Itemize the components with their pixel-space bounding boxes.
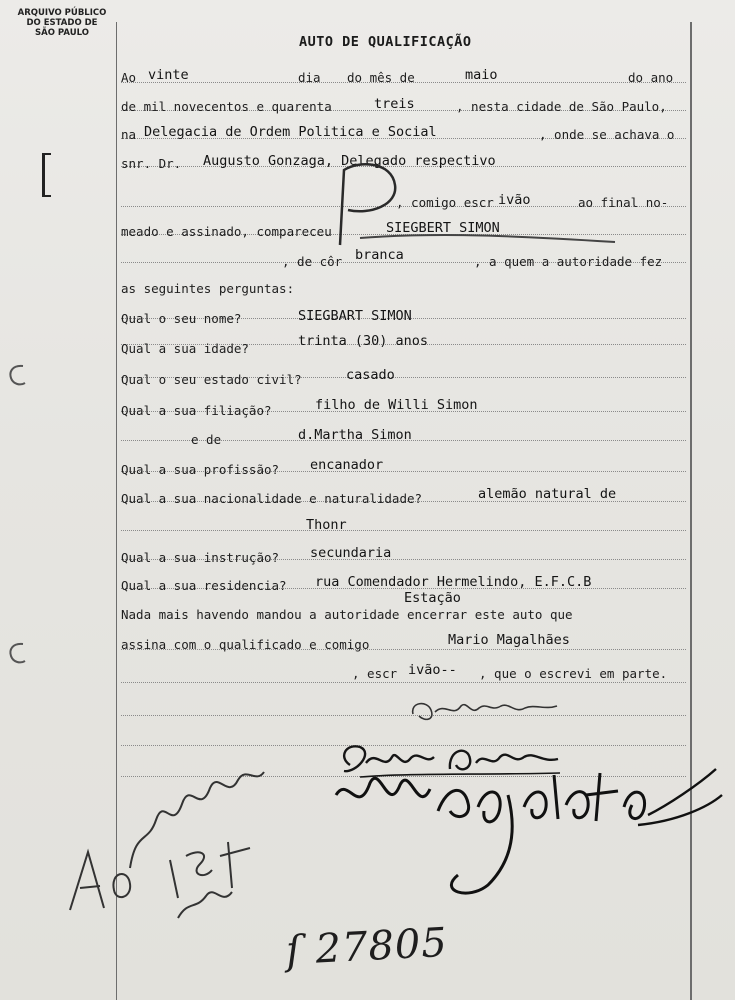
text-onde: , onde se achava o (539, 127, 675, 142)
value-clerk-role: ivão (498, 192, 531, 208)
punch-hole-icon (6, 362, 28, 388)
text-perguntas: as seguintes perguntas: (121, 281, 295, 296)
question-nationality: Qual a sua nacionalidade e naturalidade? (121, 491, 423, 506)
punch-hole-icon (6, 640, 28, 666)
value-office: Delegacia de Ordem Politica e Social (144, 124, 437, 140)
value-color: branca (355, 247, 404, 263)
answer-residence: rua Comendador Hermelindo, E.F.C.B (315, 574, 592, 590)
stamp-number (285, 920, 449, 974)
text-escr: , escr (352, 666, 398, 681)
form-line (121, 510, 686, 531)
text-year-prefix: de mil novecentos e quarenta (121, 99, 332, 114)
value-authority: Augusto Gonzaga, Delegado respectivo (203, 153, 496, 169)
value-appearing-name: SIEGBERT SIMON (386, 220, 500, 236)
archive-line-2: DO ESTADO DE (26, 18, 98, 28)
answer-birthplace: Thonr (306, 517, 347, 533)
answer-father: filho de Willi Simon (315, 397, 478, 413)
initial-p-mark (300, 160, 620, 250)
text-ao: Ao (121, 70, 137, 85)
answer-age: trinta (30) anos (298, 333, 429, 349)
text-na: na (121, 127, 137, 142)
stamp-number-value: 27805 (314, 919, 449, 973)
small-signature (405, 692, 565, 726)
text-de-cor: , de côr (282, 254, 343, 269)
answer-education: secundaria (310, 545, 392, 561)
question-name: Qual o seu nome? (121, 311, 242, 326)
value-month: maio (465, 67, 498, 83)
signature-magalhaes (318, 755, 728, 905)
text-snr: snr. Dr. (121, 156, 182, 171)
answer-name: SIEGBART SIMON (298, 308, 412, 324)
archive-line-3: SÃO PAULO (35, 28, 89, 38)
question-marital: Qual o seu estado civil? (121, 372, 302, 387)
form-line (121, 695, 686, 716)
archive-line-1: ARQUIVO PÚBLICO (17, 8, 107, 18)
question-residence: Qual a sua residencia? (121, 578, 287, 593)
value-day: vinte (148, 67, 189, 83)
margin-bracket-mark (42, 153, 51, 197)
text-dia: dia (298, 70, 321, 85)
question-age: Qual a sua idade? (121, 341, 249, 356)
value-year: treis (374, 96, 415, 112)
answer-marital: casado (346, 367, 395, 383)
answer-residence-cont: Estação (404, 590, 461, 606)
answer-profession: encanador (310, 457, 384, 473)
text-compareceu: meado e assinado, compareceu (121, 224, 332, 239)
value-clerk-role-2: ivão-- (408, 662, 457, 678)
text-escrevi: , que o escrevi em parte. (479, 666, 668, 681)
margin-annotation (60, 760, 270, 920)
text-ao-final: ao final no- (578, 195, 669, 210)
stamp-prefix: ſ (284, 927, 304, 975)
text-autoridade-fez: , a quem a autoridade fez (474, 254, 663, 269)
question-profession: Qual a sua profissão? (121, 462, 280, 477)
text-closing: Nada mais havendo mandou a autoridade encerrar este auto que (121, 607, 573, 622)
text-city: , nesta cidade de São Paulo, (456, 99, 667, 114)
answer-nationality: alemão natural de (478, 486, 617, 502)
text-e-de: e de (191, 432, 222, 447)
question-parents: Qual a sua filiação? (121, 403, 272, 418)
document-title: AUTO DE QUALIFICAÇÃO (299, 34, 472, 50)
question-education: Qual a sua instrução? (121, 550, 280, 565)
archive-header (8, 8, 116, 38)
text-do-ano: do ano (628, 70, 674, 85)
text-do-mes: do mês de (347, 70, 415, 85)
text-assina: assina com o qualificado e comigo (121, 637, 370, 652)
value-clerk-name: Mario Magalhães (448, 632, 570, 648)
answer-mother: d.Martha Simon (298, 427, 412, 443)
text-comigo: , comigo escr (396, 195, 494, 210)
